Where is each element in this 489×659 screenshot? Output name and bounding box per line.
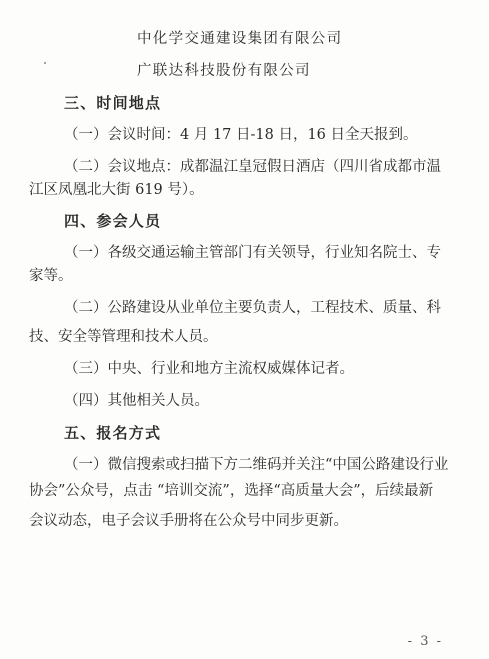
meeting-venue-line1: （二）会议地点：成都温江皇冠假日酒店（四川省成都市温 bbox=[64, 159, 441, 175]
attendee-item-2-line1: （二）公路建设从业单位主要负责人，工程技术、质量、科 bbox=[64, 300, 441, 316]
attendee-item-1-line1: （一）各级交通运输主管部门有关领导，行业知名院士、专 bbox=[64, 245, 441, 261]
org-name-1: 中化学交通建设集团有限公司 bbox=[137, 31, 343, 47]
attendee-item-4: （四）其他相关人员。 bbox=[64, 393, 209, 409]
registration-line3: 会议动态，电子会议手册将在公众号中同步更新。 bbox=[29, 513, 348, 529]
attendee-item-3: （三）中央、行业和地方主流权威媒体记者。 bbox=[64, 361, 354, 377]
scan-speck bbox=[44, 62, 46, 64]
section-heading-attendees: 四、参会人员 bbox=[64, 212, 162, 230]
page-number: - 3 - bbox=[407, 634, 443, 649]
section-heading-registration: 五、报名方式 bbox=[64, 424, 162, 442]
attendee-item-2-line2: 技、安全等管理和技术人员。 bbox=[29, 329, 218, 345]
registration-line1: （一）微信搜索或扫描下方二维码并关注“中国公路建设行业 bbox=[64, 457, 449, 473]
meeting-time: （一）会议时间：4 月 17 日-18 日，16 日全天报到。 bbox=[64, 127, 418, 143]
org-name-2: 广联达科技股份有限公司 bbox=[137, 63, 311, 79]
meeting-venue-line2: 江区凤凰北大街 619 号）。 bbox=[29, 182, 204, 198]
registration-line2: 协会”公众号，点击 “培训交流”，选择“高质量大会”，后续最新 bbox=[29, 483, 434, 499]
attendee-item-1-line2: 家等。 bbox=[29, 268, 73, 284]
section-heading-time-place: 三、时间地点 bbox=[64, 94, 162, 112]
